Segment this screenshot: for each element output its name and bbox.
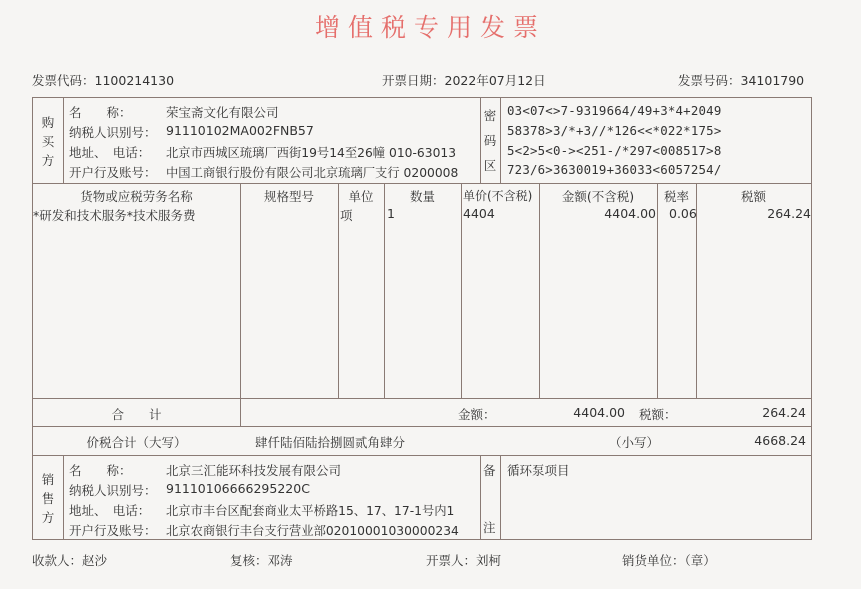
grand-total-small-label: （小写）	[609, 435, 660, 450]
totals-amount: 4404.00	[573, 405, 625, 420]
grand-total-uppercase: 肆仟陆佰陆拾捌圆贰角肆分	[255, 435, 406, 450]
buyer-addr-label: 地址、 电话：	[69, 145, 151, 160]
seller-bank-label: 开户行及账号：	[69, 523, 157, 538]
seller-bank: 北京农商银行丰台支行营业部02010001030000234	[166, 524, 459, 538]
invoice-code	[32, 71, 174, 89]
totals-tax: 264.24	[762, 405, 806, 420]
seller-tax-label: 纳税人识别号：	[69, 483, 157, 498]
seller-name-label: 名 称：	[69, 463, 132, 478]
col-header-tax: 税额	[740, 189, 766, 204]
item-amount: 4404.00	[604, 206, 656, 221]
invoice-number-value: 34101790	[740, 73, 805, 88]
col-header-spec: 规格型号	[263, 189, 314, 204]
invoice-date-label: 开票日期：	[382, 73, 445, 88]
buyer-bank-label: 开户行及账号：	[69, 165, 157, 180]
invoice-title: 增值税专用发票	[314, 13, 546, 42]
col-header-name: 货物或应税劳务名称	[80, 189, 193, 204]
col-header-rate: 税率	[663, 189, 689, 204]
item-unit: 项	[340, 208, 353, 223]
cipher-line: 723/6>3630019+36033<6057254/	[507, 162, 722, 177]
totals-amount-label: 金额：	[458, 407, 496, 422]
item-tax: 264.24	[767, 206, 811, 221]
item-name: *研发和技术服务*技术服务费	[33, 208, 196, 223]
buyer-bank: 中国工商银行股份有限公司北京琉璃厂支行 0200008	[166, 166, 459, 180]
remarks-label-bottom: 注	[483, 520, 496, 535]
totals-label: 合 计	[111, 407, 162, 422]
buyer-side-label: 购 买 方	[41, 115, 55, 168]
buyer-name: 荣宝斋文化有限公司	[166, 105, 279, 120]
grand-total-label: 价税合计（大写）	[86, 435, 187, 450]
col-header-price: 单价(不含税)	[463, 189, 533, 203]
seller-stamp-label: 销货单位：（章）	[622, 553, 716, 568]
seller-addr: 北京市丰台区配套商业太平桥路15、17、17-1号内1	[166, 504, 455, 518]
buyer-addr: 北京市西城区琉璃厂西街19号14至26幢 010-63013	[166, 146, 457, 160]
remarks-label-top: 备	[483, 463, 496, 478]
seller-tax-id: 91110106666295220C	[166, 481, 310, 496]
cipher-line: 5<2>5<0-><251-/*297<008517>8	[507, 143, 722, 158]
buyer-tax-label: 纳税人识别号：	[69, 125, 157, 140]
col-header-amount: 金额(不含税)	[561, 189, 635, 204]
invoice-number-label: 发票号码：	[678, 73, 741, 88]
invoice-code-label: 发票代码：	[32, 73, 95, 88]
cipher-side-label: 密 码 区	[483, 108, 497, 173]
col-header-unit: 单位	[348, 189, 374, 204]
reviewer: 复核：邓涛	[230, 553, 293, 568]
invoice-date-value: 2022年07月12日	[444, 73, 546, 88]
item-rate: 0.06	[669, 206, 697, 221]
remarks-text: 循环泵项目	[507, 463, 570, 478]
item-price: 4404	[463, 206, 495, 221]
payee: 收款人：赵沙	[32, 553, 108, 568]
grand-total-small: 4668.24	[754, 433, 806, 448]
invoice-code-value: 1100214130	[94, 73, 175, 88]
cipher-line: 58378>3/*+3//*126<<*022*175>	[507, 123, 722, 138]
invoice-number	[678, 71, 804, 89]
buyer-name-label: 名 称：	[69, 105, 132, 120]
totals-tax-label: 税额：	[639, 407, 677, 422]
issuer: 开票人：刘柯	[426, 553, 502, 568]
col-header-qty: 数量	[409, 189, 435, 204]
invoice-frame	[32, 97, 812, 540]
cipher-line: 03<07<>7-9319664/49+3*4+2049	[507, 103, 722, 118]
seller-side-label: 销 售 方	[41, 472, 55, 525]
item-qty: 1	[387, 206, 395, 221]
seller-addr-label: 地址、 电话：	[69, 503, 151, 518]
buyer-tax-id: 91110102MA002FNB57	[166, 123, 314, 138]
invoice-date	[382, 71, 546, 89]
seller-name: 北京三汇能环科技发展有限公司	[166, 463, 342, 478]
